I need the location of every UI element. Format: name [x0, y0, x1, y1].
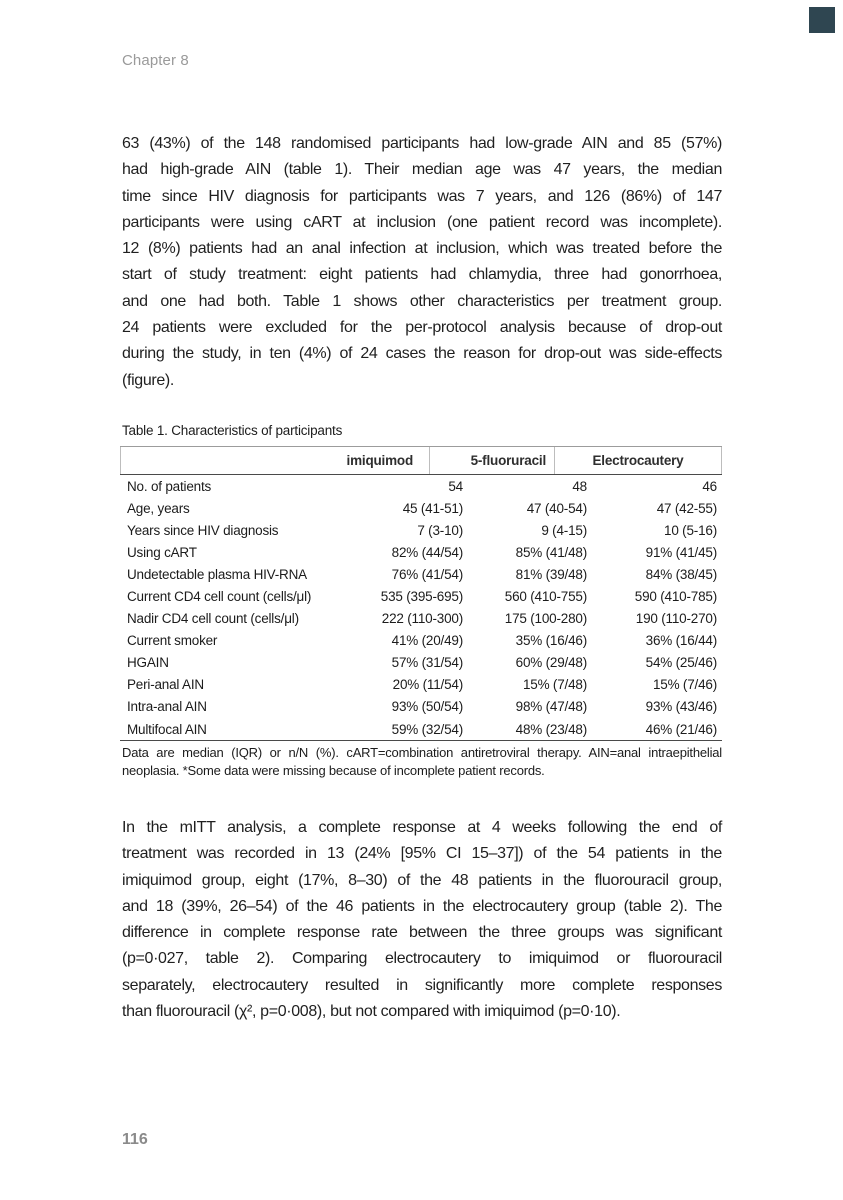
cell-value: 48% (23/48) [515, 721, 587, 737]
table-caption-label: Table 1. [122, 423, 168, 438]
cell-value: 93% (43/46) [645, 699, 717, 715]
cell-value: 48 [572, 478, 587, 494]
cell-value: 36% (16/44) [645, 633, 717, 649]
table-row [120, 475, 722, 497]
running-header: Chapter 8 [122, 52, 189, 69]
cell-value: 35% (16/46) [515, 633, 587, 649]
row-label: Intra-anal AIN [127, 699, 207, 715]
cell-value: 84% (38/45) [645, 566, 717, 582]
row-label: HGAIN [127, 655, 169, 671]
cell-value: 190 (110-270) [635, 611, 717, 627]
cell-value: 47 (42-55) [656, 500, 717, 516]
column-header-imiquimod: imiquimod [120, 447, 430, 474]
cell-value: 54% (25/46) [645, 655, 717, 671]
row-label: Current CD4 cell count (cells/μl) [127, 589, 312, 605]
table-row [120, 541, 722, 563]
text-line: In the mITT analysis, a complete response at 4 weeks following the end of [122, 819, 722, 836]
table-row [120, 630, 722, 652]
cell-value: 20% (11/54) [392, 677, 463, 693]
cell-value: 10 (5-16) [664, 522, 717, 538]
cell-value: 9 (4-15) [541, 522, 587, 538]
cell-value: 222 (110-300) [381, 611, 463, 627]
table-caption-text: Characteristics of participants [171, 423, 343, 438]
text-line: separately, electrocautery resulted in significantly more complete responses [122, 976, 722, 994]
text-line: time since HIV diagnosis for participants was 7 years, and 126 (86%) of 147 [122, 187, 722, 205]
table-row [120, 718, 722, 740]
page-number: 116 [122, 1131, 148, 1148]
text-line: (p=0·027, table 2). Comparing electrocautery to imiquimod or fluorouracil [122, 950, 722, 968]
text-line: than fluorouracil (χ², p=0·008), but not compared with imiquimod (p=0·10). [122, 1003, 621, 1021]
characteristics-table [120, 446, 722, 741]
row-label: Years since HIV diagnosis [127, 522, 279, 538]
cell-value: 590 (410-785) [634, 589, 717, 605]
text-line: during the study, in ten (4%) of 24 cases the reason for drop-out was side-effects [122, 345, 722, 363]
table-row [120, 585, 722, 607]
table-row [120, 608, 722, 630]
row-label: Age, years [127, 500, 190, 516]
cell-value: 54 [448, 478, 463, 494]
table-caption [122, 423, 722, 438]
text-line: and 18 (39%, 26–54) of the 46 patients in the electrocautery group (table 2). The [122, 897, 722, 915]
paragraph-1 [122, 131, 722, 394]
cell-value: 59% (32/54) [391, 721, 463, 737]
cell-value: 76% (41/54) [391, 566, 463, 582]
text-line: treatment was recorded in 13 (24% [95% CI 15–37]) of the 54 patients in the [122, 845, 722, 863]
row-label: No. of patients [127, 478, 212, 494]
row-label: Nadir CD4 cell count (cells/μl) [127, 611, 299, 627]
cell-value: 46% (21/46) [645, 721, 717, 737]
cell-value: 81% (39/48) [515, 566, 587, 582]
column-header-fluoruracil: 5-fluoruracil [430, 447, 555, 474]
cell-value: 45 (41-51) [402, 500, 463, 516]
table-footnote [122, 744, 722, 781]
cell-value: 91% (41/45) [645, 544, 717, 560]
chapter-tab-marker [809, 7, 835, 33]
cell-value: 60% (29/48) [515, 655, 587, 671]
cell-value: 93% (50/54) [391, 699, 463, 715]
text-line: 63 (43%) of the 148 randomised participants had low-grade AIN and 85 (57%) [122, 135, 722, 152]
row-label: Using cART [127, 544, 197, 560]
text-line: 24 patients were excluded for the per-protocol analysis because of drop-out [122, 319, 722, 337]
text-line: (figure). [122, 371, 174, 389]
cell-value: 7 (3-10) [417, 522, 463, 538]
table-row [120, 652, 722, 674]
cell-value: 57% (31/54) [391, 655, 463, 671]
table-row [120, 674, 722, 696]
text-line: difference in complete response rate between the three groups was significant [122, 924, 722, 942]
table-body [120, 475, 722, 741]
table-header-row [120, 446, 722, 475]
text-line: Data are median (IQR) or n/N (%). cART=combination antiretroviral therapy. AIN=anal intraepithelial [122, 745, 722, 760]
row-label: Undetectable plasma HIV-RNA [127, 566, 307, 582]
row-label: Current smoker [127, 633, 218, 649]
cell-value: 98% (47/48) [515, 699, 587, 715]
column-header-electrocautery: Electrocautery [555, 447, 722, 474]
table-row [120, 519, 722, 541]
cell-value: 535 (395-695) [380, 589, 463, 605]
text-line: neoplasia. *Some data were missing because of incomplete patient records. [122, 763, 545, 779]
table-row [120, 563, 722, 585]
row-label: Peri-anal AIN [127, 677, 204, 693]
table-row [120, 696, 722, 718]
cell-value: 175 (100-280) [504, 611, 587, 627]
text-line: 12 (8%) patients had an anal infection at inclusion, which was treated before the [122, 240, 722, 258]
paragraph-2 [122, 815, 722, 1025]
cell-value: 82% (44/54) [391, 544, 463, 560]
cell-value: 560 (410-755) [504, 589, 587, 605]
cell-value: 15% (7/48) [522, 677, 587, 693]
cell-value: 47 (40-54) [526, 500, 587, 516]
cell-value: 85% (41/48) [515, 544, 587, 560]
text-line: had high-grade AIN (table 1). Their median age was 47 years, the median [122, 161, 722, 179]
text-line: and one had both. Table 1 shows other characteristics per treatment group. [122, 292, 722, 310]
text-line: participants were using cART at inclusion (one patient record was incomplete). [122, 213, 722, 231]
table-row [120, 497, 722, 519]
text-line: imiquimod group, eight (17%, 8–30) of the 48 patients in the fluorouracil group, [122, 871, 722, 889]
cell-value: 15% (7/46) [652, 677, 717, 693]
cell-value: 41% (20/49) [391, 633, 463, 649]
cell-value: 46 [702, 478, 717, 494]
row-label: Multifocal AIN [127, 721, 207, 737]
text-line: start of study treatment: eight patients had chlamydia, three had gonorrhoea, [122, 266, 722, 284]
